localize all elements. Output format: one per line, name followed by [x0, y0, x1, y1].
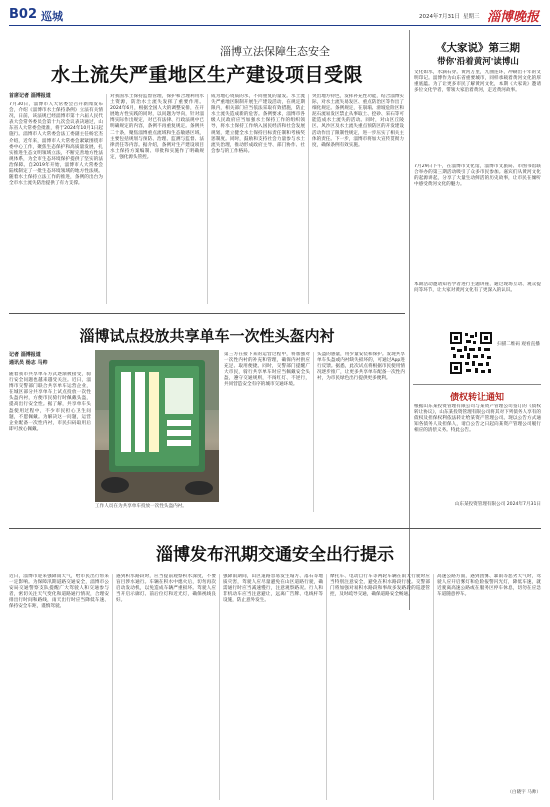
story1-col3: 成为地心资质的水，不同重复的量发。水土流失严重地区限制开展生产建设活动，在规定期限内，相关部门应当依法采取有效措施，防止水土流失造成新的危害。条例要求，淄博市各级人民政府应当加强水土保持工作的组织领导，将水土保持工作纳入国民经济和社会发展规划，建立健全水土保持目标责任制和考核奖惩制度。同时，鼓励和支持社会力量参与水土流失治理，推动形成政府主导、部门协作、社会参与的工作格局。	[211, 94, 305, 154]
story3-signature: （白晓宇 马帅）	[507, 790, 541, 795]
story2-col4: 头盔的感量，用少量安装和保护。发现共享单车头盔或内衬缺失损坏的，可通过App进行反馈。据悉，此次试点将根据市民使用情况逐步推广，让更多共享单车配备一次性内衬，为市民绿色出行提供更多便利。	[317, 352, 405, 382]
column-rule	[308, 94, 309, 304]
story3-col2: 遇到积水路段时，应当提前观察积水深度，不要盲目涉水通行。车辆在积水中熄火后，切勿再次启动发动机，以免造成车辆严重损坏。驾驶人应当开启示廓灯、前后位灯和近光灯，确保视线良好。	[116, 574, 216, 604]
issue-date: 2024年7月31日	[419, 14, 460, 20]
story1-col2: 对我国水土保持监督管理，保护和合理利用水土资源，防治水土流失发挥了重要作用。2024年6月，根据全国人大的调整安排，在开展地方性实践的同时，以问题为导向，针对淄博实际作出规定，对已有法律、行政法规中已明确规定的内容，条例不再重复规定。条例共二十条，聚焦淄博重点流域和生态敏感区域，主要包括规划与预防、治理、监测与监督、法律责任等内容。据介绍，条例对生产建设项目水土保持方案编制、审批和实施作了明确规定，强化源头管控。	[110, 94, 204, 160]
sidebar-subtitle: 带你'沿着黄河'读博山	[437, 57, 519, 67]
section-rule	[9, 528, 541, 529]
story1-col4: 突出地方特色，发挥补充性功能，结合淄博实际，对水土流失易发区、重点防治区等作出了细化规定。条例规定，在崩塌、滑坡危险区和泥石流易发区禁止从事取土、挖砂、采石等可能造成水土流失的活动。同时，对山区丘陵区、风沙区及水土流失重点预防区的开发建设活动作出了限制性规定，进一步压实了相关主体的责任。下一步，淄博市将加大宣传贯彻力度，确保条例有效实施。	[312, 94, 404, 148]
column-rule	[106, 94, 107, 304]
qr-code[interactable]	[448, 330, 494, 376]
story2-byline-2: 通讯员 杨志 马帅	[9, 360, 48, 366]
story1-col1: 7月30日，淄博市人大常委会召开新闻发布会，介绍《淄博市水土保持条例》立法有关情况，日前，该法规已经淄博市第十六届人民代表大会常务委员会第十九次会议表决通过，山东省人大常委会批准，将于2024年10月1日起施行。淄博市人大常委会法工委副主任杨宏杰介绍，近年来，淄博市人大常委会紧紧围绕市委中心工作，聚焦生态保护和高质量发展，扎实推进生态文明领域立法，不断完善地方性法规体系，为全市生态环境保护提供了坚实的法治保障。自2019年开始，淄博市人大常委会陆续制定了一批生态环境领域的地方性法规。随着水土保持立法工作的推进，条例的出台为全市水土流失防治提供了有力支撑。	[9, 102, 103, 187]
notice-footer: 山东某投资管理有限公司 2024年7月31日	[454, 502, 541, 507]
helmet-liner-box-illustration	[95, 350, 219, 502]
column-rule	[313, 352, 314, 512]
story3-col1: 近日，淄博市迎来强降雨天气，给市民出行带来一定影响。为保障汛期道路交通安全，淄博市公安局交通警察支队提醒广大驾驶人和交通参与者，密切关注天气变化和道路通行情况，合理安排出行时间和路线，雨天出行时应当降低车速、保持安全车距，谨慎驾驶。	[9, 574, 109, 610]
story1-byline: 首席记者 淄博报道	[9, 93, 51, 99]
story2-col1: 随着我市共享单车方式逐渐被接受，骑行安全问题也越来越受关注。近日，淄博市交警部门联合共享单车运营企业，在城区部分共享单车上试点投放一次性头盔内衬，方便市民骑行时佩戴头盔，提高出行安全性。据了解，共享单车头盔使用过程中，不少市民担心卫生问题，不愿佩戴。为解决这一问题，运营企业配备一次性内衬，市民扫码取用后即可放心佩戴。	[9, 372, 91, 432]
notice-body: 根据山东某投资管理有限公司与某资产管理公司签订的《债权转让协议》，山东某投资管理有限公司将其对下列债务人享有的债权及担保权利依法转让给某资产管理公司。现以公告方式通知各债务人及担保人，请自公告之日起向某资产管理公司履行相应的清偿义务。特此公告。	[414, 404, 541, 434]
story3-col4: 摩托车、电动自行车等两轮车辆在雨天行驶时应当特别注意安全，避免在积水路段行驶。交警部门将加强对易积水路段和事故多发路段的巡逻管控，及时疏导交通，确保道路安全畅通。	[330, 574, 430, 598]
qr-code-icon	[448, 330, 494, 376]
story2-col3: 第三方在接下来的运营过程中，将加强对一次性内衬的补充和管理，确保内衬供应充足、取用便捷。同时，交警部门提醒广大市民，骑行共享单车时应当佩戴安全头盔，遵守交通规则，不闯红灯、不逆行，共同营造安全有序的城市交通环境。	[224, 352, 310, 388]
story2-photo-caption: 工作人员在为共享单车投放一次性头盔内衬。	[95, 504, 187, 509]
page-number: B02	[9, 7, 37, 22]
section-name: 巡城	[41, 10, 63, 23]
story3-col5: 高速公路方面，遇到团雾、暴雨等恶劣天气时，驾驶人应开启雾灯和危险报警闪光灯，降低车速，就近驶离高速公路或在服务区停车休息，切勿在应急车道随意停车。	[437, 574, 541, 598]
masthead-logo: 淄博晚报	[487, 10, 540, 25]
sidebar-rule	[409, 30, 410, 610]
sidebar-body-1: 文化如水，水滴石穿。黄河万里，九曲连环，冲刷出千年的文明印记。淄博作为山东省重要城市，同样承载着黄河文化的厚重底蕴。为了让更多市民了解黄河文化，本期《大家说》邀请多位文化学者，带领大家沿着黄河，走近黄河故事。	[414, 70, 541, 94]
story1-headline: 水土流失严重地区生产建设项目受限	[50, 64, 363, 86]
sidebar-title: 《大家说》第三期	[436, 42, 520, 54]
story2-photo	[95, 350, 219, 502]
column-rule	[433, 574, 434, 800]
story3-headline: 淄博发布汛期交通安全出行提示	[156, 545, 394, 565]
story2-headline: 淄博试点投放共享单车一次性头盔内衬	[79, 327, 335, 345]
header-rule	[9, 25, 541, 26]
story2-byline-1: 记者 淄博报道	[9, 352, 41, 358]
notice-rule	[413, 384, 541, 385]
column-rule	[207, 94, 208, 304]
page-header	[9, 6, 541, 24]
sidebar-body-3: 本期活动邀请知名学者进行主题讲座，通过现场互动、观众提问等环节，让大家对黄河文化有了更深入的认识。	[414, 282, 541, 294]
notice-title: 债权转让通知	[449, 393, 504, 403]
column-rule	[326, 574, 327, 800]
story1-kicker: 淄博立法保障生态安全	[220, 45, 330, 58]
issue-weekday: 星期三	[463, 14, 480, 20]
story3-col3: 强降雨期间，山区道路容易发生塌方、落石等地质灾害，驾驶人应尽量避免在山区道路行驶，确需通行时应当减速慢行，注意观察路况。行人和非机动车应当注意避让，远离广告牌、电线杆等设施，防止意外发生。	[223, 574, 323, 604]
column-rule	[112, 574, 113, 800]
qr-caption: 扫描二维码 观看直播	[497, 342, 540, 347]
sidebar-body-2: 7月29日下午，在淄博市文化馆，淄博市文旅局、市图书馆联合举办的第三期活动吸引了众多市民参加。嘉宾们从黄河文化的起源讲起，分享了大量生动鲜活的历史故事，让市民在倾听中感受黄河文化的魅力。	[414, 164, 541, 188]
column-rule	[219, 574, 220, 800]
section-rule	[9, 313, 405, 314]
